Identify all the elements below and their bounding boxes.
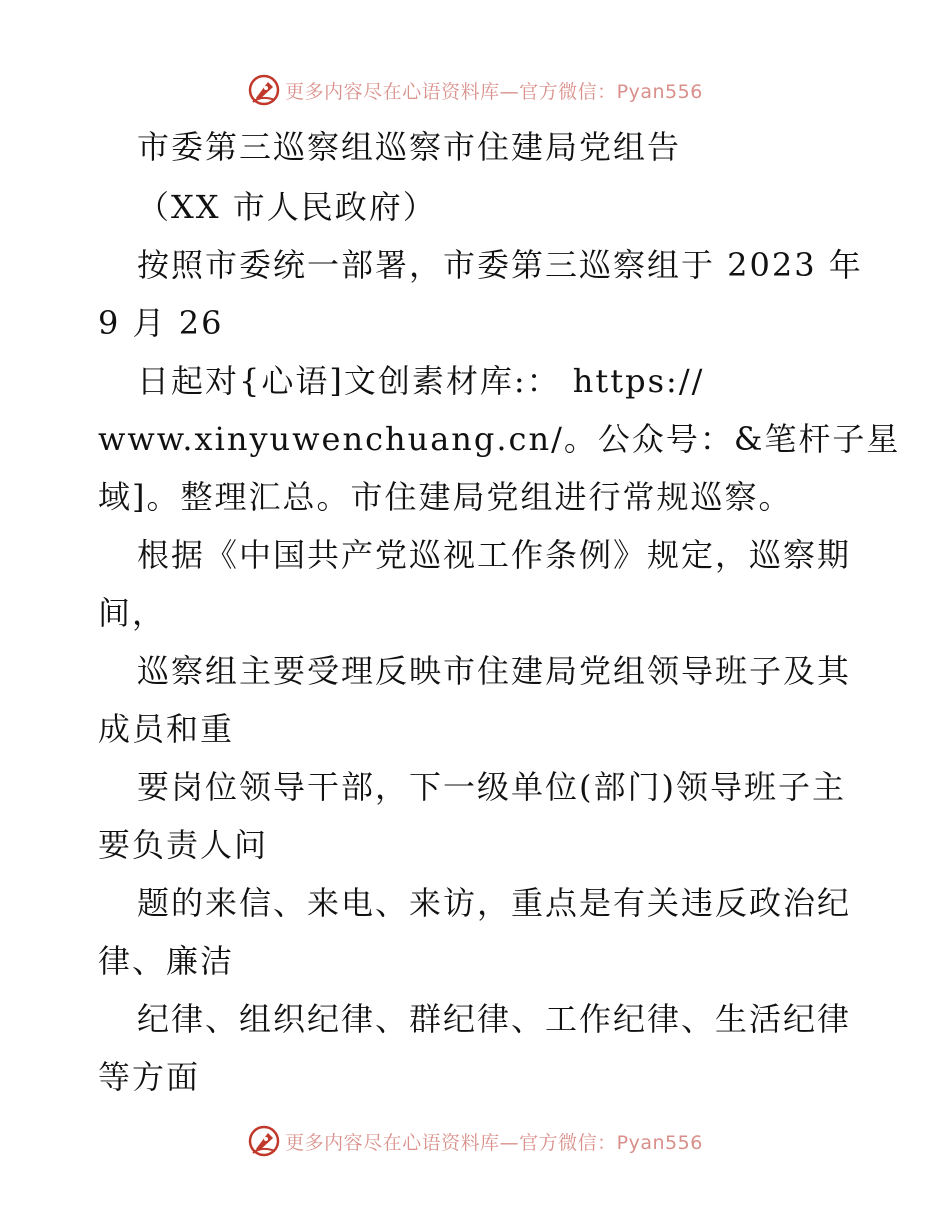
paragraph-line: 纪律、组织纪律、群纪律、工作纪律、生活纪律 [137,1000,852,1038]
paragraph-line: 按照市委统一部署，市委第三巡察组于 2023 年 [137,246,863,284]
paragraph-line: 成员和重 [98,710,235,748]
paragraph-line: 要岗位领导干部，下一级单位(部门)领导班子主 [137,768,846,806]
paragraph-line: 巡察组主要受理反映市住建局党组领导班子及其 [137,652,852,690]
footer-watermark-banner [0,1121,950,1161]
paragraph-line: 域]。整理汇总。市住建局党组进行常规巡察。 [98,478,793,516]
paragraph-line: 题的来信、来电、来访，重点是有关违反政治纪 [137,884,852,922]
watermark-text: 更多内容尽在心语资料库—官方微信：Pyan556 [285,80,703,103]
paragraph-line: www.xinyuwenchuang.cn/。公众号：&笔杆子星 [98,420,901,458]
paragraph-line: 间， [98,594,167,632]
paragraph-line: 等方面 [98,1058,201,1096]
header-watermark-banner [0,70,950,110]
paragraph-line: 根据《中国共产党巡视工作条例》规定，巡察期 [137,536,852,574]
paragraph-line: 要负责人问 [98,826,269,864]
document-title: 市委第三巡察组巡察市住建局党组告 [137,128,682,166]
document-subtitle: （XX 市人民政府） [137,188,437,226]
pen-nib-logo-icon [247,73,281,107]
paragraph-line: 律、廉洁 [98,942,235,980]
paragraph-line: 日起对{心语]文创素材库:： https:// [137,362,705,400]
paragraph-line: 9 月 26 [98,304,224,342]
pen-nib-logo-icon [247,1124,281,1158]
watermark-text: 更多内容尽在心语资料库—官方微信：Pyan556 [285,1131,703,1154]
